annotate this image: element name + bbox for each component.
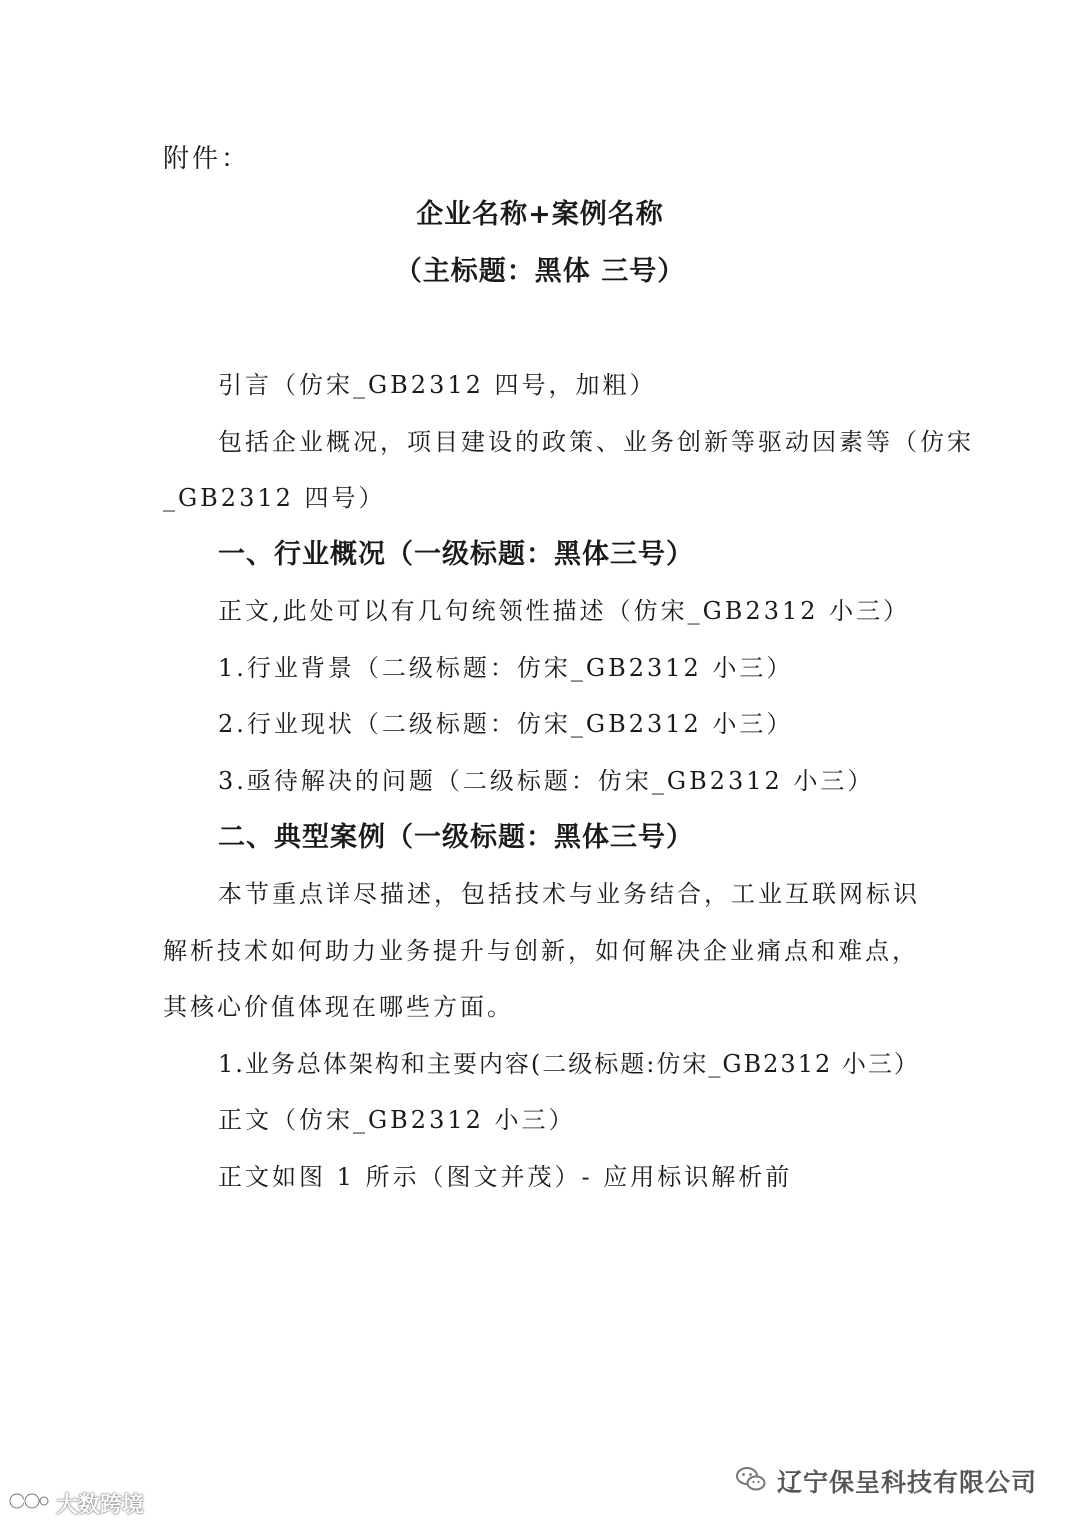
body-text: 正文（仿宋_GB2312 小三） xyxy=(218,1106,576,1134)
section-paragraph-line: 解析技术如何助力业务提升与创新，如何解决企业痛点和难点， xyxy=(163,937,919,965)
page-title: 企业名称+案例名称 xyxy=(416,199,664,230)
intro-heading: 引言（仿宋_GB2312 四号，加粗） xyxy=(218,371,657,399)
body-text-figure-reference: 正文如图 1 所示（图文并茂）- 应用标识解析前 xyxy=(218,1163,793,1191)
intro-paragraph-line: _GB2312 四号） xyxy=(163,484,386,512)
section-paragraph: 正文,此处可以有几句统领性描述（仿宋_GB2312 小三） xyxy=(218,597,911,625)
section-paragraph-line: 本节重点详尽描述，包括技术与业务结合，工业互联网标识 xyxy=(218,880,920,908)
section-paragraph-line: 其核心价值体现在哪些方面。 xyxy=(163,993,514,1021)
brand-logo-icon xyxy=(8,1488,50,1519)
attachment-label: 附件： xyxy=(163,144,251,174)
intro-paragraph-line: 包括企业概况，项目建设的政策、业务创新等驱动因素等（仿宋 xyxy=(218,428,974,456)
watermark-brand-name: 大数跨境 xyxy=(56,1492,145,1518)
page-subtitle: （主标题：黑体 三号） xyxy=(394,256,686,287)
section-heading-industry: 一、行业概况（一级标题：黑体三号） xyxy=(218,539,694,570)
watermark-brand xyxy=(8,1488,144,1518)
subheading-urgent-problems: 3.亟待解决的问题（二级标题：仿宋_GB2312 小三） xyxy=(218,767,875,795)
watermark-company-name: 辽宁保呈科技有限公司 xyxy=(777,1468,1038,1497)
subheading-architecture: 1.业务总体架构和主要内容(二级标题:仿宋_GB2312 小三） xyxy=(218,1050,920,1078)
subheading-industry-status: 2.行业现状（二级标题：仿宋_GB2312 小三） xyxy=(218,710,794,738)
wechat-icon xyxy=(735,1465,767,1498)
watermark-company xyxy=(735,1465,1037,1497)
section-heading-cases: 二、典型案例（一级标题：黑体三号） xyxy=(218,822,694,853)
subheading-industry-background: 1.行业背景（二级标题：仿宋_GB2312 小三） xyxy=(218,654,794,682)
